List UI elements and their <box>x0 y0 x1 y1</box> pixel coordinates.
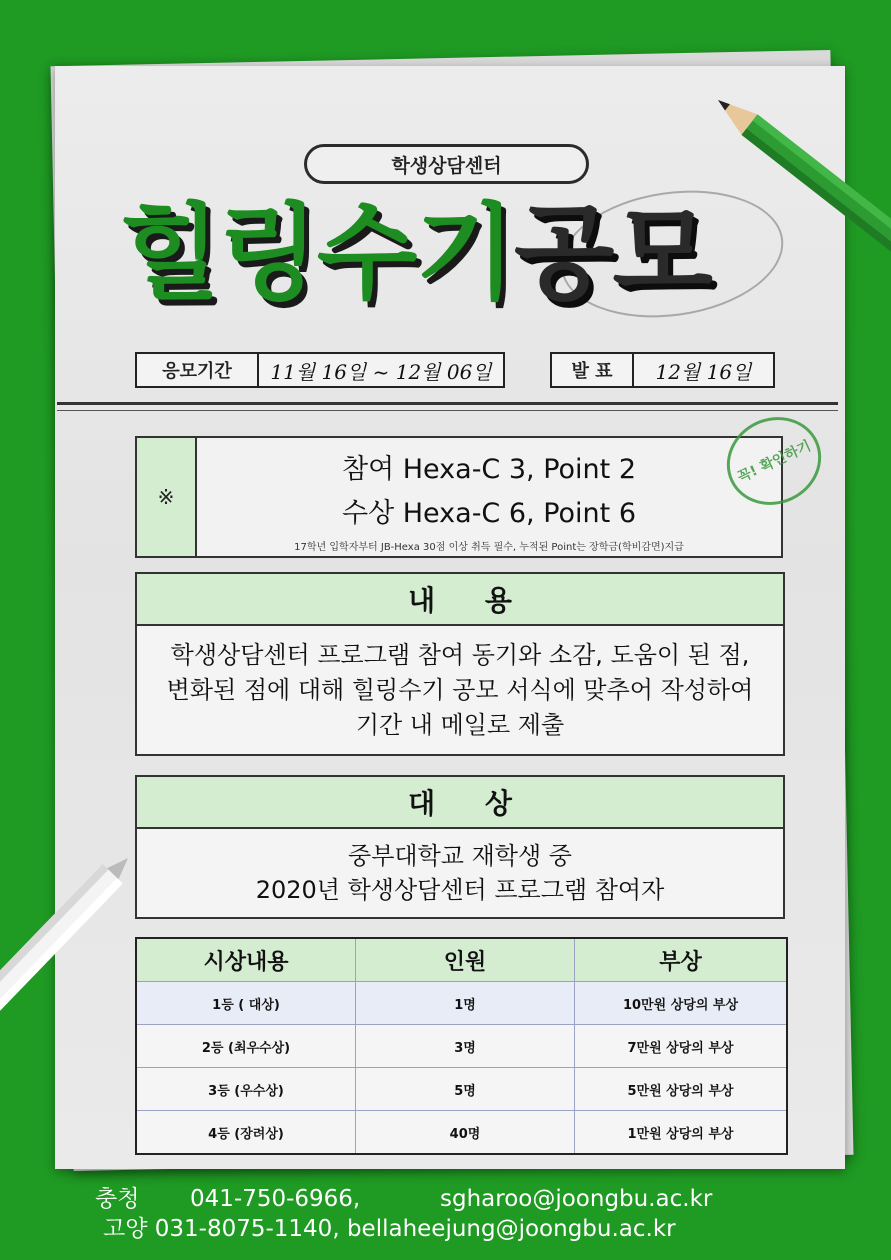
table-row <box>136 1111 787 1155</box>
page-title <box>120 188 780 318</box>
table-cell: 3명 <box>356 1025 575 1068</box>
table-cell: 1명 <box>356 982 575 1025</box>
target-section <box>135 775 785 919</box>
table-cell: 1만원 상당의 부상 <box>575 1111 788 1155</box>
stamp-text: 꼭! 확인하기 <box>735 437 814 486</box>
table-cell: 5명 <box>356 1068 575 1111</box>
announce-label: 발 표 <box>552 354 634 386</box>
content-line-1: 학생상담센터 프로그램 참여 동기와 소감, 도움이 된 점, <box>170 641 750 669</box>
contact-phone: 031-8075-1140, <box>154 1216 340 1242</box>
note-small-text: 17학년 입학자부터 JB-Hexa 30점 이상 취득 필수, 누적된 Point는 장학금(학비감면)지급 <box>294 542 684 553</box>
contact-line-goyang <box>103 1214 803 1244</box>
content-line-2: 변화된 점에 대해 힐링수기 공모 서식에 맞추어 작성하여 <box>166 676 754 704</box>
divider-thin <box>57 410 838 411</box>
divider-thick <box>57 402 838 405</box>
contact-campus: 고양 <box>103 1216 148 1242</box>
table-cell: 7만원 상당의 부상 <box>575 1025 788 1068</box>
table-cell: 40명 <box>356 1111 575 1155</box>
target-line-2: 2020년 학생상담센터 프로그램 참여자 <box>255 876 665 904</box>
table-cell: 5만원 상당의 부상 <box>575 1068 788 1111</box>
table-row <box>136 982 787 1025</box>
table-header-cell: 시상내용 <box>136 938 356 982</box>
table-cell: 10만원 상당의 부상 <box>575 982 788 1025</box>
content-section <box>135 572 785 756</box>
note-line-2: 수상 Hexa-C 6, Point 6 <box>341 498 637 529</box>
table-cell: 1등 ( 대상) <box>136 982 356 1025</box>
awards-table <box>135 937 788 1155</box>
contact-campus: 충청 <box>95 1186 140 1212</box>
contact-email: bellaheejung@joongbu.ac.kr <box>346 1216 676 1242</box>
table-row <box>136 1025 787 1068</box>
center-name-pill <box>304 144 589 184</box>
note-line-1: 참여 Hexa-C 3, Point 2 <box>341 454 637 485</box>
apply-period-value: 11월 16일 ~ 12월 06일 <box>270 359 492 384</box>
announce-box <box>550 352 775 388</box>
announce-value: 12월 16일 <box>655 359 752 384</box>
apply-period-box <box>135 352 505 388</box>
content-section-title: 내 용 <box>137 574 783 626</box>
apply-period-label: 응모기간 <box>137 354 259 386</box>
center-name: 학생상담센터 <box>391 154 502 177</box>
target-line-1: 중부대학교 재학생 중 <box>348 842 572 870</box>
table-row <box>136 1068 787 1111</box>
content-line-3: 기간 내 메일로 제출 <box>355 711 565 739</box>
table-header-cell: 인원 <box>356 938 575 982</box>
title-green-part: 힐링수기 <box>120 192 514 314</box>
table-cell: 2등 (최우수상) <box>136 1025 356 1068</box>
note-mark: ※ <box>137 438 197 556</box>
title-black-part: 공모 <box>513 192 711 314</box>
contact-phone: 041-750-6966, <box>190 1186 361 1212</box>
table-cell: 4등 (장려상) <box>136 1111 356 1155</box>
contact-email: sgharoo@joongbu.ac.kr <box>440 1186 713 1212</box>
points-note-box <box>135 436 783 558</box>
target-section-title: 대 상 <box>137 777 783 829</box>
table-header-cell: 부상 <box>575 938 788 982</box>
table-cell: 3등 (우수상) <box>136 1068 356 1111</box>
table-header-row <box>136 938 787 982</box>
contact-line-chungcheong <box>95 1184 795 1214</box>
